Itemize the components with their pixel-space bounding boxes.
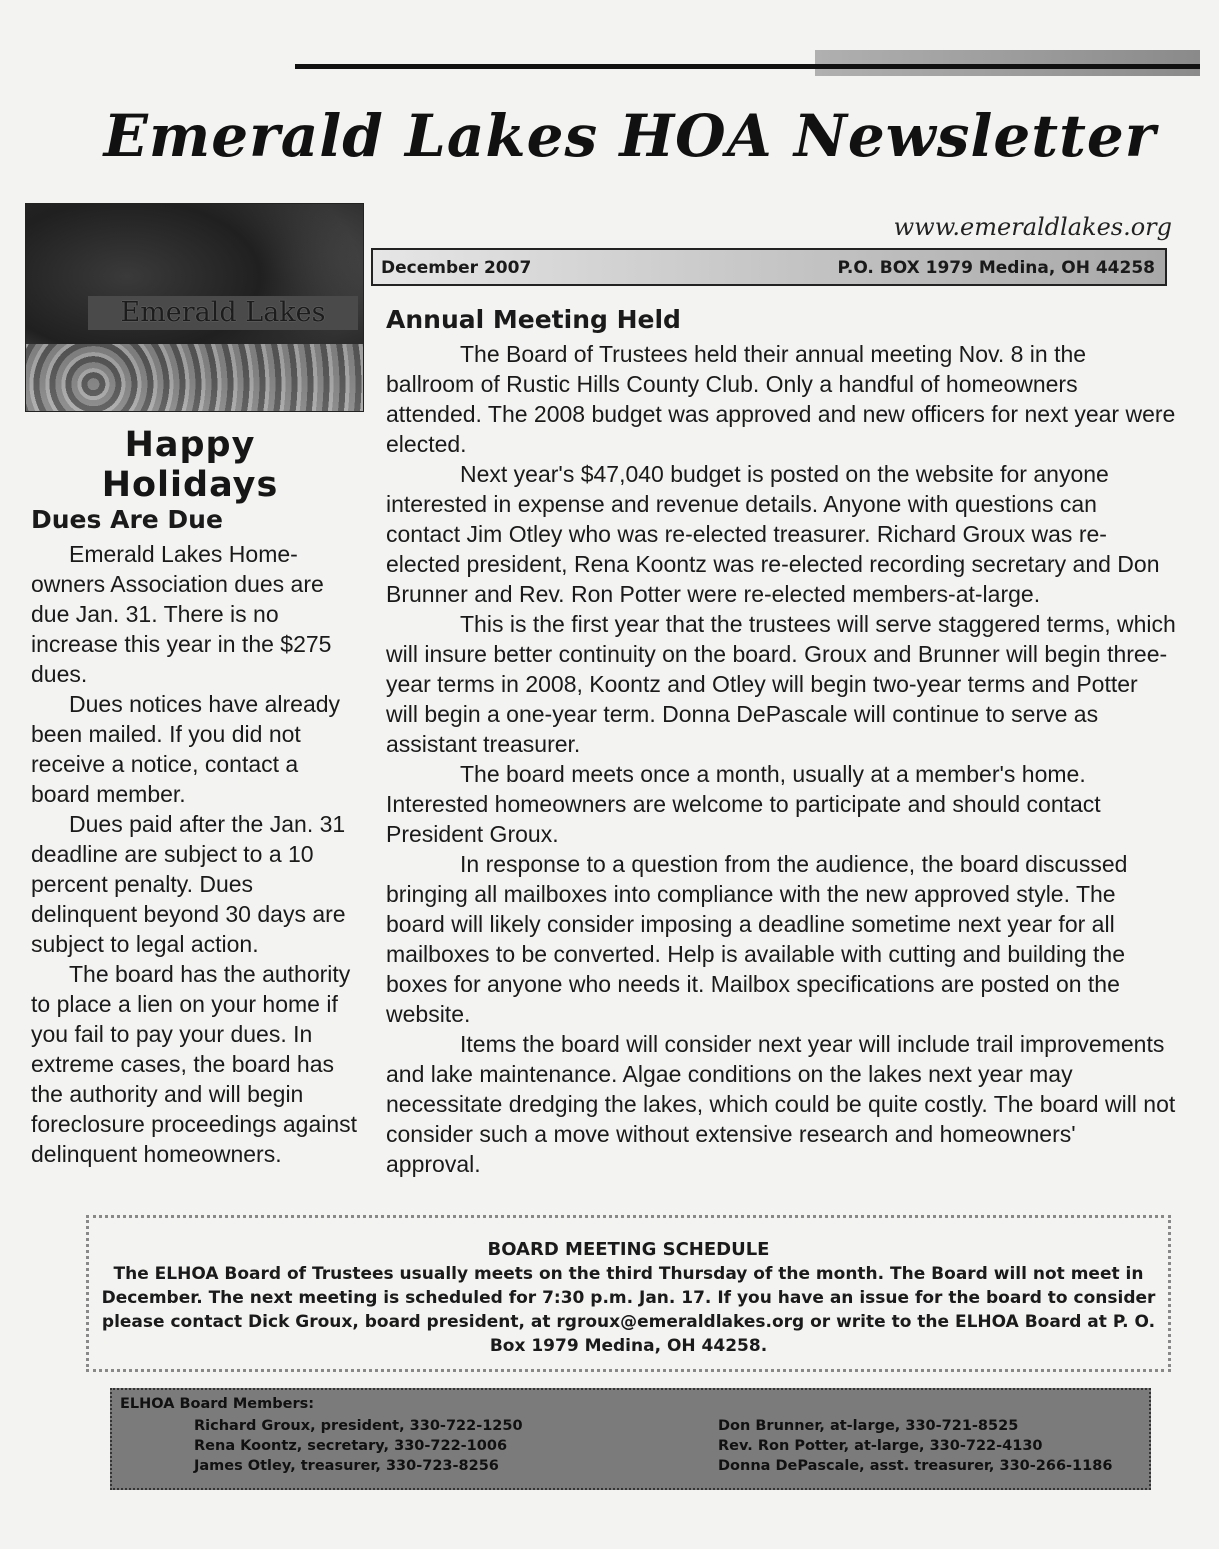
meeting-paragraph: In response to a question from the audience, the board discussed bringing all mailboxes into compliance with the new approved style. The board will likely consider imposing a deadline sometime next year for all mailboxes to be converted. Help is available with cutting and building the boxes for anyone who needs it. Mailbox specifications are posted on the website.: [386, 851, 1128, 1027]
dues-heading: Dues Are Due: [31, 505, 223, 534]
board-member: Donna DePascale, asst. treasurer, 330-266-1186: [718, 1458, 1113, 1474]
board-member: James Otley, treasurer, 330-723-8256: [194, 1458, 499, 1474]
dues-paragraph: Dues paid after the Jan. 31 deadline are subject to a 10 percent penalty. Dues delinquent beyond 30 days are subject to legal action.: [31, 811, 346, 957]
masthead-title: Emerald Lakes HOA Newsletter: [103, 102, 1157, 170]
happy-holidays-heading: Happy Holidays: [101, 425, 279, 505]
photo-landscape: [26, 344, 363, 411]
website-url: www.emeraldlakes.org: [893, 213, 1172, 241]
board-member: Don Brunner, at-large, 330-721-8525: [718, 1418, 1019, 1434]
meeting-paragraph: Items the board will consider next year will include trail improvements and lake maintenance. Algae conditions on the lakes next year may necessitate dredging the lakes, which could be quite costly. The board will not consider such a move without extensive research and homeowners' approval.: [386, 1031, 1176, 1177]
dues-paragraph: The board has the authority to place a lien on your home if you fail to pay your dues. In extreme cases, the board has the authority and will begin foreclosure proceedings against delinquent homeowners.: [31, 961, 358, 1167]
dues-paragraph: Dues notices have already been mailed. If you did not receive a notice, contact a board member.: [31, 691, 341, 807]
emerald-lakes-sign-photo: [25, 203, 364, 412]
board-member: Rena Koontz, secretary, 330-722-1006: [194, 1438, 508, 1454]
board-members-column-left: [194, 1416, 523, 1476]
board-meeting-schedule-box: [86, 1215, 1171, 1372]
board-members-box: [110, 1388, 1151, 1490]
meeting-paragraph: The Board of Trustees held their annual meeting Nov. 8 in the ballroom of Rustic Hills County Club. Only a handful of homeowners attended. The 2008 budget was approved and new officers for next year were elected.: [386, 341, 1176, 457]
dateline-bar: [371, 248, 1167, 286]
board-members-title: ELHOA Board Members:: [120, 1396, 315, 1412]
board-member: Richard Groux, president, 330-722-1250: [194, 1418, 523, 1434]
dues-paragraph: Emerald Lakes Home-owners Association dues are due Jan. 31. There is no increase this year in the $275 dues.: [31, 541, 332, 687]
meeting-paragraph: The board meets once a month, usually at a member's home. Interested homeowners are welcome to participate and should contact President Groux.: [386, 761, 1101, 847]
annual-meeting-article: [386, 303, 1176, 1179]
photo-sign-text: Emerald Lakes: [88, 296, 358, 330]
board-member: Rev. Ron Potter, at-large, 330-722-4130: [718, 1438, 1043, 1454]
header-rule: [295, 64, 1200, 69]
meeting-paragraph: Next year's $47,040 budget is posted on the website for anyone interested in expense and revenue details. Anyone with questions can contact Jim Otley who was re-elected treasurer. Richard Groux was re-elected president, Rena Koontz was re-elected recording secretary and Don Brunner and Rev. Ron Potter were re-elected members-at-large.: [386, 461, 1160, 607]
meeting-paragraph: This is the first year that the trustees will serve staggered terms, which will insure better continuity on the board. Groux and Brunner will begin three-year terms in 2008, Koontz and Otley will begin two-year terms and Potter will begin a one-year term. Donna DePascale will continue to serve as assistant treasurer.: [386, 611, 1176, 757]
schedule-body: The ELHOA Board of Trustees usually meets on the third Thursday of the month. The Board will not meet in December. The next meeting is scheduled for 7:30 p.m. Jan. 17. If you have an issue for the board to consider please contact Dick Groux, board president, at rgroux@emeraldlakes.org or write to the ELHOA Board at P. O. Box 1979 Medina, OH 44258.: [101, 1264, 1156, 1356]
issue-date: December 2007: [381, 258, 532, 278]
header-shade-bar: [815, 50, 1200, 76]
mailing-address: P.O. BOX 1979 Medina, OH 44258: [837, 258, 1155, 278]
annual-meeting-heading: Annual Meeting Held: [386, 305, 681, 334]
dues-article: [31, 503, 361, 1169]
schedule-title: BOARD MEETING SCHEDULE: [487, 1239, 770, 1260]
board-members-column-right: [718, 1416, 1112, 1476]
